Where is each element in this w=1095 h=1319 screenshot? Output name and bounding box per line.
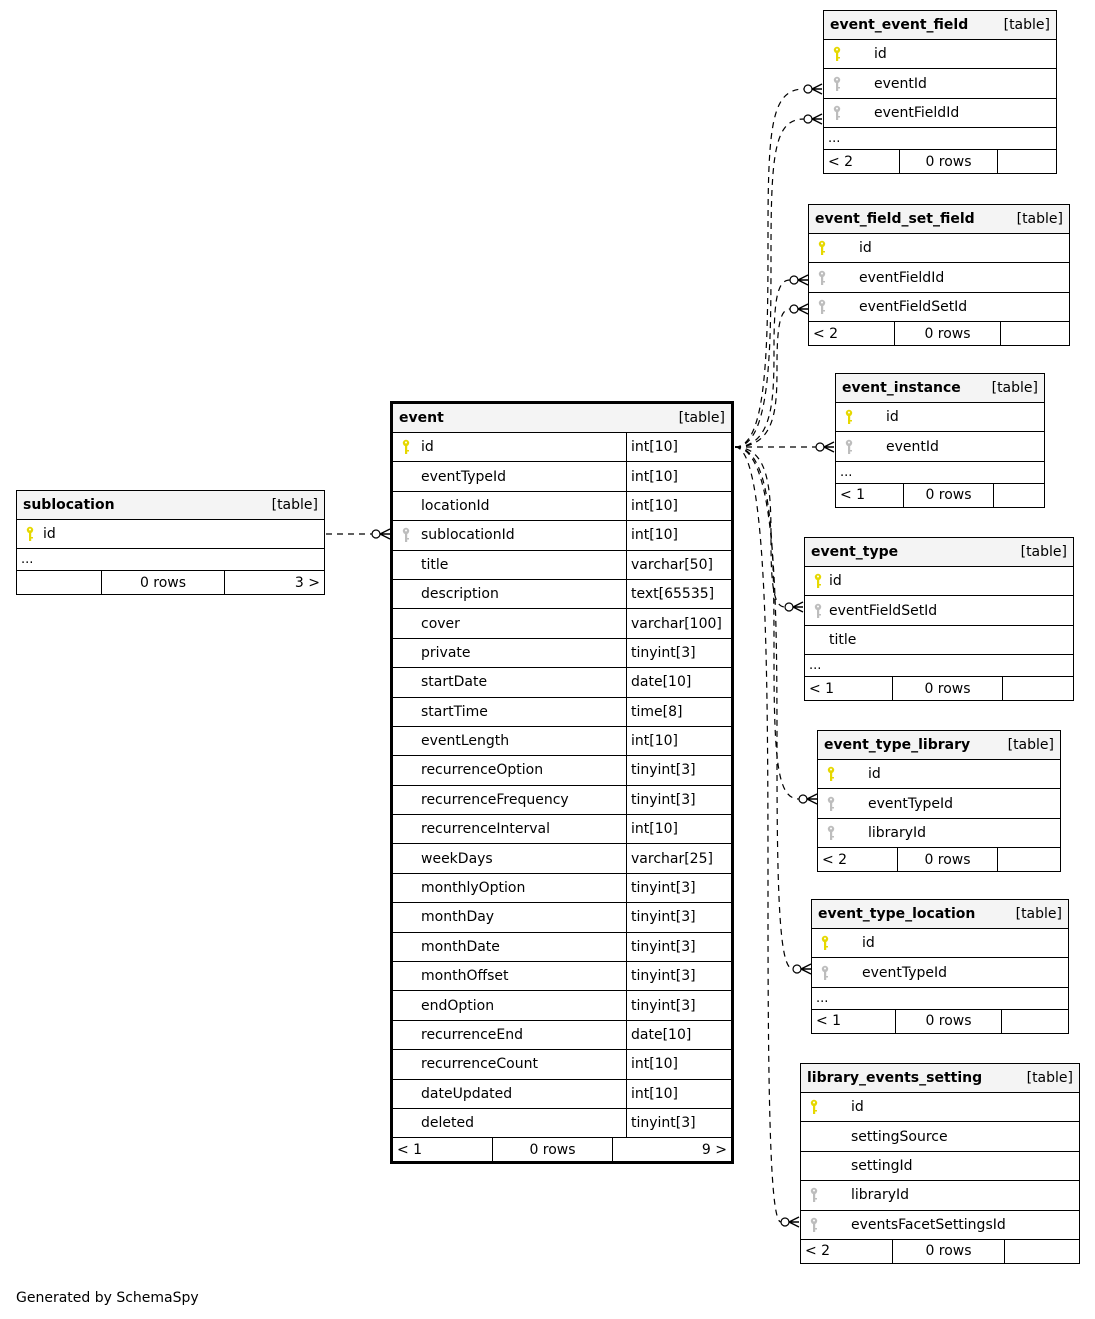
- row-count: 0 rows: [893, 677, 1003, 700]
- column-row[interactable]: [393, 991, 731, 1020]
- relationship-2-many-marker: [798, 275, 808, 285]
- primary-key-icon: [842, 409, 856, 425]
- table-name: event_type: [811, 544, 899, 560]
- column-type: int[10]: [626, 727, 731, 755]
- primary-key-icon: [807, 1099, 821, 1115]
- foreign-key-icon: [807, 1217, 821, 1233]
- column-row[interactable]: [801, 1093, 1079, 1122]
- table-kind: [table]: [1026, 1070, 1073, 1086]
- row-count: 0 rows: [896, 1010, 1002, 1033]
- relationship-sublocation-optional-marker: [372, 530, 380, 538]
- column-type: tinyint[3]: [626, 639, 731, 667]
- table-kind: [table]: [1003, 17, 1050, 33]
- table-name: event: [399, 410, 444, 426]
- more-columns: ...: [836, 462, 1044, 484]
- children-count[interactable]: [994, 484, 1044, 507]
- column-row[interactable]: [393, 580, 731, 609]
- relationship-6: [735, 447, 799, 799]
- relationship-6-many-marker: [807, 794, 817, 804]
- relationship-0-many-marker: [812, 84, 822, 94]
- column-type: date[10]: [626, 1021, 731, 1049]
- column-name: private: [421, 644, 471, 661]
- table-name: event_instance: [842, 380, 961, 396]
- table-event-event-field[interactable]: [823, 10, 1057, 174]
- more-columns: ...: [805, 655, 1073, 677]
- primary-key-icon: [824, 766, 838, 782]
- column-name: description: [421, 586, 499, 603]
- table-header: [812, 900, 1068, 929]
- column-row[interactable]: [805, 596, 1073, 625]
- column-row[interactable]: [836, 432, 1044, 461]
- column-type: int[10]: [626, 521, 731, 549]
- column-name: cover: [421, 615, 460, 632]
- column-type: int[10]: [626, 1050, 731, 1078]
- table-event-field-set-field[interactable]: [808, 204, 1070, 346]
- row-count: 0 rows: [893, 1240, 1005, 1263]
- parents-count[interactable]: < 1: [393, 1138, 493, 1161]
- column-name: eventTypeId: [868, 795, 954, 812]
- parents-count[interactable]: < 1: [836, 484, 904, 507]
- primary-key-icon: [23, 526, 37, 542]
- column-name: monthDay: [421, 909, 495, 926]
- column-name: monthlyOption: [421, 880, 526, 897]
- foreign-key-icon: [830, 76, 844, 92]
- column-name: startTime: [421, 703, 488, 720]
- column-name: title: [421, 556, 449, 573]
- column-type: date[10]: [626, 668, 731, 696]
- foreign-key-icon: [824, 796, 838, 812]
- table-name: event_type_library: [824, 737, 971, 753]
- column-name: eventTypeId: [862, 964, 948, 981]
- column-row[interactable]: [393, 1109, 731, 1138]
- row-count: 0 rows: [493, 1138, 613, 1161]
- relationship-2: [735, 280, 790, 447]
- column-name: eventFieldId: [874, 104, 960, 121]
- table-name: event_event_field: [830, 17, 969, 33]
- column-type: tinyint[3]: [626, 962, 731, 990]
- relationship-3-optional-marker: [790, 305, 798, 313]
- column-name: weekDays: [421, 850, 493, 867]
- column-row[interactable]: [809, 263, 1069, 292]
- primary-key-icon: [399, 439, 413, 455]
- table-header: [818, 731, 1060, 760]
- table-event-type-location[interactable]: [811, 899, 1069, 1034]
- column-type: tinyint[3]: [626, 933, 731, 961]
- children-count[interactable]: 9 >: [701, 1141, 727, 1158]
- relationship-6-optional-marker: [799, 795, 807, 803]
- table-event[interactable]: [390, 401, 734, 1164]
- table-kind: [table]: [991, 380, 1038, 396]
- column-row[interactable]: [801, 1181, 1079, 1210]
- column-row[interactable]: [805, 626, 1073, 655]
- relationship-4-many-marker: [824, 442, 834, 452]
- column-name: libraryId: [851, 1187, 910, 1204]
- column-type: tinyint[3]: [626, 1109, 731, 1137]
- column-name: endOption: [421, 997, 495, 1014]
- relationship-5-optional-marker: [785, 603, 793, 611]
- column-name: libraryId: [868, 824, 927, 841]
- column-row[interactable]: [393, 433, 731, 462]
- column-type: int[10]: [626, 433, 731, 461]
- table-header: [393, 404, 731, 433]
- column-row[interactable]: [393, 903, 731, 932]
- column-row[interactable]: [809, 293, 1069, 322]
- relationship-8-optional-marker: [781, 1218, 789, 1226]
- column-row[interactable]: [393, 1050, 731, 1079]
- column-row[interactable]: [824, 69, 1056, 98]
- column-type: varchar[100]: [626, 609, 731, 637]
- column-type: varchar[50]: [626, 551, 731, 579]
- table-name: sublocation: [23, 497, 115, 513]
- column-name: locationId: [421, 497, 490, 514]
- table-footer: [801, 1240, 1079, 1263]
- foreign-key-icon: [815, 299, 829, 315]
- table-kind: [table]: [271, 497, 318, 513]
- table-event-instance[interactable]: [835, 373, 1045, 508]
- column-row[interactable]: [393, 698, 731, 727]
- parents-count[interactable]: < 2: [824, 150, 900, 173]
- column-row[interactable]: [393, 962, 731, 991]
- column-name: title: [829, 631, 857, 648]
- foreign-key-icon: [818, 965, 832, 981]
- parents-count[interactable]: < 1: [812, 1010, 896, 1033]
- table-event-type[interactable]: [804, 537, 1074, 701]
- relationship-1-optional-marker: [804, 115, 812, 123]
- column-row[interactable]: [836, 403, 1044, 432]
- column-row[interactable]: [393, 815, 731, 844]
- relationship-7: [735, 447, 793, 969]
- row-count: 0 rows: [898, 848, 998, 871]
- column-name: recurrenceOption: [421, 762, 544, 779]
- table-header: [805, 538, 1073, 567]
- primary-key-icon: [815, 240, 829, 256]
- row-count: 0 rows: [900, 150, 998, 173]
- column-type: tinyint[3]: [626, 991, 731, 1019]
- table-footer: [824, 150, 1056, 173]
- column-name: eventFieldId: [859, 269, 945, 286]
- row-count: 0 rows: [895, 322, 1001, 345]
- table-footer: [393, 1138, 731, 1161]
- column-name: sublocationId: [421, 527, 515, 544]
- column-row[interactable]: [393, 1080, 731, 1109]
- parents-count[interactable]: < 2: [818, 848, 898, 871]
- table-footer: [818, 848, 1060, 871]
- foreign-key-icon: [807, 1187, 821, 1203]
- row-count: 0 rows: [102, 571, 225, 594]
- column-type: tinyint[3]: [626, 756, 731, 784]
- foreign-key-icon: [830, 105, 844, 121]
- table-name: event_type_location: [818, 906, 976, 922]
- table-kind: [table]: [1020, 544, 1067, 560]
- column-row[interactable]: [393, 844, 731, 873]
- relationship-8: [735, 447, 781, 1222]
- column-name: id: [868, 766, 881, 783]
- column-type: int[10]: [626, 462, 731, 490]
- children-count[interactable]: [998, 848, 1060, 871]
- table-kind: [table]: [1015, 906, 1062, 922]
- column-name: eventTypeId: [421, 468, 507, 485]
- foreign-key-icon: [842, 439, 856, 455]
- table-header: [824, 11, 1056, 40]
- column-type: tinyint[3]: [626, 903, 731, 931]
- parents-count[interactable]: < 2: [801, 1240, 893, 1263]
- primary-key-icon: [818, 935, 832, 951]
- children-count[interactable]: 3 >: [294, 574, 320, 591]
- table-header: [836, 374, 1044, 403]
- column-type: time[8]: [626, 698, 731, 726]
- foreign-key-icon: [811, 603, 825, 619]
- primary-key-icon: [830, 46, 844, 62]
- column-row[interactable]: [805, 567, 1073, 596]
- children-count[interactable]: [998, 150, 1056, 173]
- children-count[interactable]: [1005, 1240, 1079, 1263]
- column-row[interactable]: [809, 234, 1069, 263]
- relationship-sublocation-many-marker: [380, 529, 390, 539]
- column-name: id: [829, 573, 842, 590]
- column-name: id: [43, 526, 56, 543]
- column-row[interactable]: [393, 668, 731, 697]
- column-name: eventsFacetSettingsId: [851, 1216, 1006, 1233]
- column-name: eventId: [886, 438, 939, 455]
- relationship-1-many-marker: [812, 114, 822, 124]
- children-count[interactable]: [1001, 322, 1069, 345]
- column-name: startDate: [421, 674, 488, 691]
- column-name: settingSource: [851, 1128, 948, 1145]
- column-type: tinyint[3]: [626, 874, 731, 902]
- relationship-4-optional-marker: [816, 443, 824, 451]
- column-name: recurrenceInterval: [421, 821, 551, 838]
- column-name: recurrenceFrequency: [421, 791, 569, 808]
- children-count[interactable]: [1003, 677, 1073, 700]
- column-row[interactable]: [393, 786, 731, 815]
- column-row[interactable]: [17, 520, 324, 549]
- column-row[interactable]: [801, 1122, 1079, 1151]
- column-row[interactable]: [801, 1211, 1079, 1240]
- table-footer: [812, 1010, 1068, 1033]
- parents-count[interactable]: < 2: [809, 322, 895, 345]
- column-row[interactable]: [824, 40, 1056, 69]
- table-name: event_field_set_field: [815, 211, 975, 227]
- column-row[interactable]: [393, 1021, 731, 1050]
- parents-count[interactable]: < 1: [805, 677, 893, 700]
- column-type: varchar[25]: [626, 844, 731, 872]
- relationship-3-many-marker: [798, 304, 808, 314]
- table-kind: [table]: [678, 410, 725, 426]
- column-row[interactable]: [818, 789, 1060, 818]
- column-name: id: [859, 240, 872, 257]
- relationship-7-many-marker: [801, 964, 811, 974]
- table-kind: [table]: [1016, 211, 1063, 227]
- parents-count[interactable]: [17, 571, 102, 594]
- relationship-3: [735, 309, 790, 447]
- column-type: int[10]: [626, 492, 731, 520]
- relationship-7-optional-marker: [793, 965, 801, 973]
- table-sublocation[interactable]: [16, 490, 325, 595]
- column-row[interactable]: [393, 727, 731, 756]
- table-name: library_events_setting: [807, 1070, 983, 1086]
- table-footer: [809, 322, 1069, 345]
- column-row[interactable]: [812, 929, 1068, 958]
- column-row[interactable]: [393, 609, 731, 638]
- column-name: id: [421, 439, 434, 456]
- relationship-5-many-marker: [793, 602, 803, 612]
- more-columns: ...: [812, 988, 1068, 1010]
- table-header: [801, 1064, 1079, 1093]
- column-row[interactable]: [818, 819, 1060, 848]
- table-kind: [table]: [1007, 737, 1054, 753]
- table-event-type-library[interactable]: [817, 730, 1061, 872]
- column-name: deleted: [421, 1115, 474, 1132]
- column-row[interactable]: [393, 521, 731, 550]
- column-type: text[65535]: [626, 580, 731, 608]
- row-count: 0 rows: [904, 484, 994, 507]
- column-row[interactable]: [393, 492, 731, 521]
- table-header: [17, 491, 324, 520]
- column-name: id: [851, 1099, 864, 1116]
- column-name: id: [862, 935, 875, 952]
- column-row[interactable]: [393, 462, 731, 491]
- foreign-key-icon: [824, 825, 838, 841]
- column-name: dateUpdated: [421, 1085, 513, 1102]
- table-footer: [836, 484, 1044, 507]
- column-name: id: [886, 409, 899, 426]
- foreign-key-icon: [399, 527, 413, 543]
- table-library-events-setting[interactable]: [800, 1063, 1080, 1264]
- column-type: tinyint[3]: [626, 786, 731, 814]
- column-row[interactable]: [393, 551, 731, 580]
- column-name: monthOffset: [421, 968, 509, 985]
- column-name: eventFieldSetId: [829, 602, 938, 619]
- foreign-key-icon: [815, 270, 829, 286]
- table-footer: [17, 571, 324, 594]
- column-name: recurrenceCount: [421, 1056, 538, 1073]
- column-row[interactable]: [824, 99, 1056, 128]
- table-footer: [805, 677, 1073, 700]
- relationship-2-optional-marker: [790, 276, 798, 284]
- relationship-0: [735, 89, 804, 447]
- column-name: eventId: [874, 75, 927, 92]
- column-name: recurrenceEnd: [421, 1027, 523, 1043]
- column-row[interactable]: [393, 756, 731, 785]
- column-row[interactable]: [393, 933, 731, 962]
- column-type: int[10]: [626, 815, 731, 843]
- primary-key-icon: [811, 573, 825, 589]
- column-row[interactable]: [393, 874, 731, 903]
- column-name: id: [874, 46, 887, 63]
- column-row[interactable]: [818, 760, 1060, 789]
- column-name: settingId: [851, 1157, 913, 1174]
- table-header: [809, 205, 1069, 234]
- relationship-0-optional-marker: [804, 85, 812, 93]
- column-type: int[10]: [626, 1080, 731, 1108]
- more-columns: ...: [824, 128, 1056, 150]
- column-name: eventLength: [421, 733, 510, 750]
- column-name: eventFieldSetId: [859, 298, 968, 315]
- relationship-8-many-marker: [789, 1217, 799, 1227]
- column-row[interactable]: [393, 639, 731, 668]
- children-count[interactable]: [1002, 1010, 1068, 1033]
- column-name: monthDate: [421, 938, 500, 955]
- column-row[interactable]: [801, 1152, 1079, 1181]
- column-row[interactable]: [812, 958, 1068, 987]
- more-columns: ...: [17, 549, 324, 571]
- generated-by-label: Generated by SchemaSpy: [16, 1290, 199, 1306]
